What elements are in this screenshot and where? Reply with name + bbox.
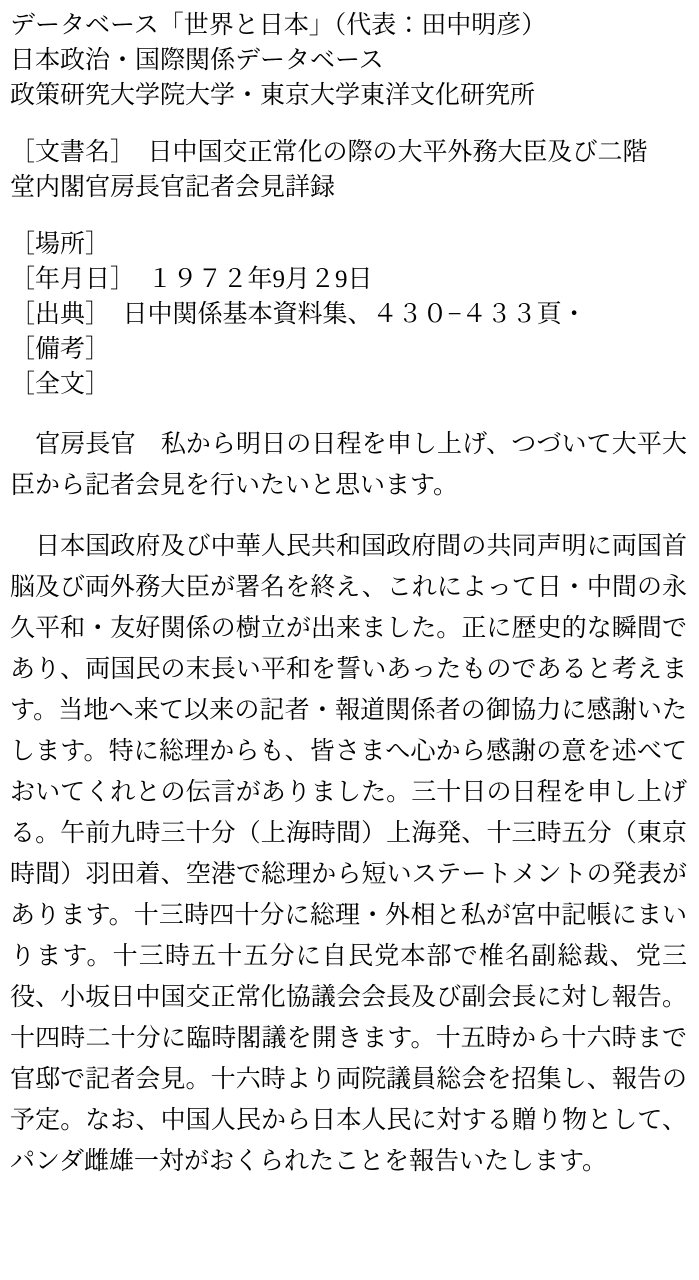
meta-source: ［出典］ 日中関係基本資料集、４３０−４３３頁・ [10, 301, 587, 328]
document-title [10, 135, 687, 205]
document-body [10, 424, 687, 1182]
meta-place: ［場所］ [10, 231, 111, 258]
header-line-3: 政策研究大学院大学・東京大学東洋文化研究所 [10, 82, 536, 109]
document-metadata [10, 227, 687, 402]
database-header [10, 8, 687, 113]
title-line-1: ［文書名］ 日中国交正常化の際の大平外務大臣及び二階 [10, 139, 648, 166]
body-paragraph-1: 官房長官 私から明日の日程を申し上げ、つづいて大平大臣から記者会見を行いたいと思います。 [10, 431, 687, 499]
title-line-2: 堂内閣官房長官記者会見詳録 [10, 174, 336, 201]
header-line-1: データベース「世界と日本」（代表：田中明彦） [10, 12, 547, 39]
body-paragraph-2: 日本国政府及び中華人民共和国政府間の共同声明に両国首脳及び両外務大臣が署名を終え、これによって日・中間の永久平和・友好関係の樹立が出来ました。正に歴史的な瞬間であり、両国民の末長い平和を誓いあったものであると考えます。当地へ来て以来の記者・報道関係者の御協力に感謝いたします。特に総理からも、皆さまへ心から感謝の意を述べておいてくれとの伝言がありました。三十日の日程を申し上げる。午前九時三十分（上海時間）上海発、十三時五分（東京時間）羽田着、空港で総理から短いステートメントの発表があります。十三時四十分に総理・外相と私が宮中記帳にまいります。十三時五十五分に自民党本部で椎名副総裁、党三役、小坂日中国交正常化協議会会長及び副会長に対し報告。十四時二十分に臨時閣議を開きます。十五時から十六時まで官邸で記者会見。十六時より両院議員総会を招集し、報告の予定。なお、中国人民から日本人民に対する贈り物として、パンダ雌雄一対がおくられたことを報告いたします。 [10, 533, 687, 1175]
header-line-2: 日本政治・国際関係データベース [10, 47, 384, 74]
meta-date: ［年月日］ １９７２年9月２9日 [10, 266, 373, 293]
meta-fulltext-marker: ［全文］ [10, 371, 111, 398]
meta-remarks: ［備考］ [10, 336, 111, 363]
